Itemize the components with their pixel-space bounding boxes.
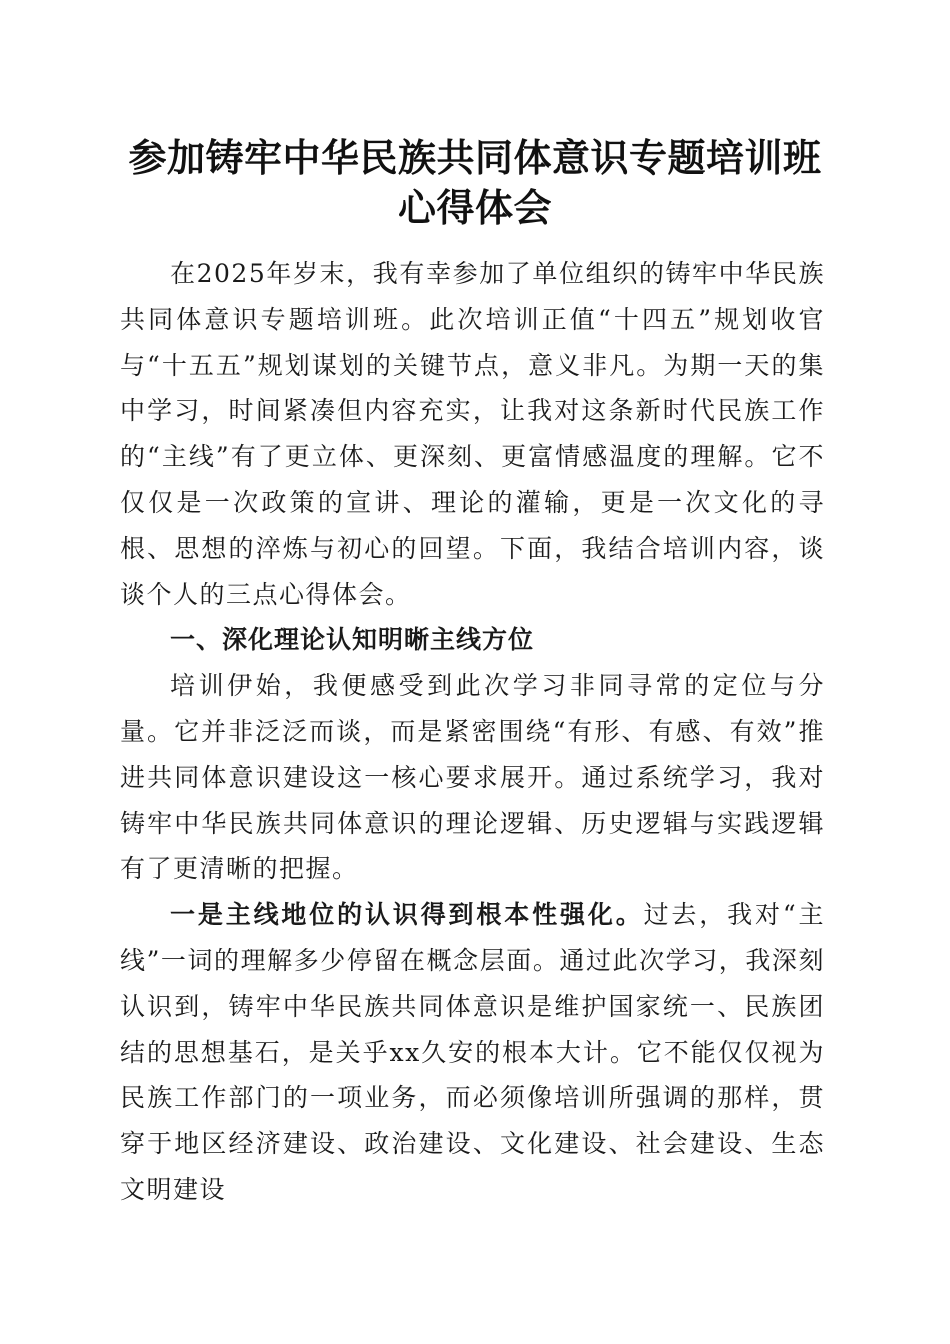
paragraph-lead-sentence: 一是主线地位的认识得到根本性强化。 xyxy=(170,900,644,930)
paragraph-body-text: 过去，我对“主线”一词的理解多少停留在概念层面。通过此次学习，我深刻认识到，铸牢中华民族共同体意识是维护国家统一、民族团结的思想基石，是关乎xx久安的根本大计。它不能仅仅视为民族工作部门的一项业务，而必须像培训所强调的那样，贯穿于地区经济建设、政治建设、文化建设、社会建设、生态文明建设 xyxy=(120,900,825,1204)
section-1-paragraph-2 xyxy=(120,892,825,1213)
section-1-paragraph-1: 培训伊始，我便感受到此次学习非同寻常的定位与分量。它并非泛泛而谈，而是紧密围绕“有形、有感、有效”推进共同体意识建设这一核心要求展开。通过系统学习，我对铸牢中华民族共同体意识的理论逻辑、历史逻辑与实践逻辑有了更清晰的把握。 xyxy=(120,671,825,884)
document-title: 参加铸牢中华民族共同体意识专题培训班心得体会 xyxy=(128,135,822,230)
intro-paragraph: 在2025年岁末，我有幸参加了单位组织的铸牢中华民族共同体意识专题培训班。此次培训正值“十四五”规划收官与“十五五”规划谋划的关键节点，意义非凡。为期一天的集中学习，时间紧凑但内容充实，让我对这条新时代民族工作的“主线”有了更立体、更深刻、更富情感温度的理解。它不仅仅是一次政策的宣讲、理论的灌输，更是一次文化的寻根、思想的淬炼与初心的回望。下面，我结合培训内容，谈谈个人的三点心得体会。 xyxy=(120,259,825,609)
section-heading-1: 一、深化理论认知明晰主线方位 xyxy=(170,625,535,655)
document-body xyxy=(120,251,825,1213)
